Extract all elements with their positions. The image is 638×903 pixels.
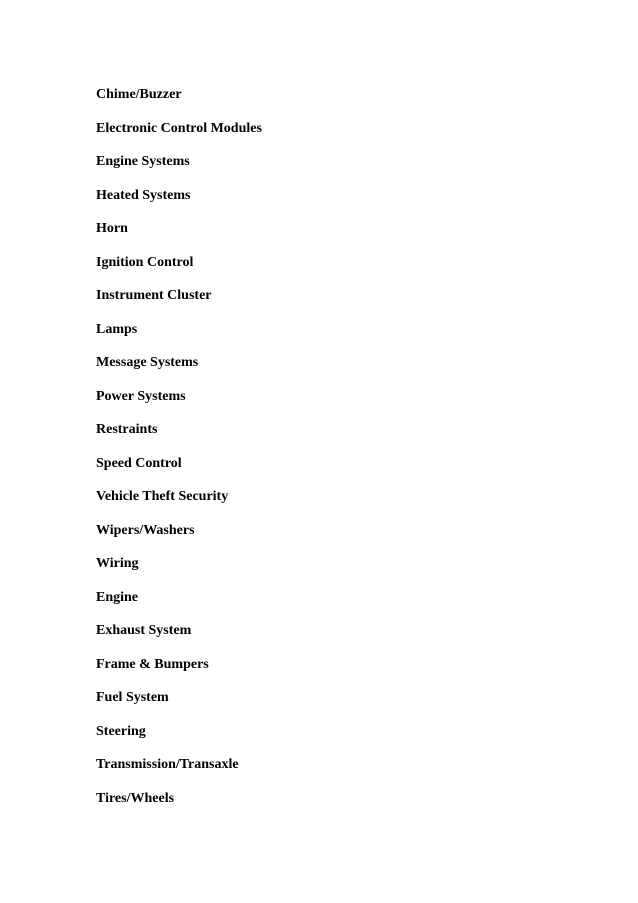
list-item: Tires/Wheels [96, 790, 175, 806]
list-item: Instrument Cluster [96, 288, 212, 303]
list-item: Engine [96, 589, 139, 605]
list-item: Speed Control [96, 455, 182, 471]
list-item: Message Systems [96, 355, 199, 370]
list-item: Chime/Buzzer [96, 87, 182, 102]
list-item: Steering [96, 723, 146, 739]
list-item: Wiring [96, 556, 139, 571]
list-item: Heated Systems [96, 187, 191, 203]
list-item: Restraints [96, 422, 158, 437]
list-item: Wipers/Washers [96, 522, 195, 538]
list-item: Fuel System [96, 690, 169, 705]
list-item: Exhaust System [96, 623, 192, 638]
list-item: Power Systems [96, 388, 186, 404]
list-item: Horn [96, 221, 128, 236]
section-list [96, 86, 262, 823]
list-item: Lamps [96, 321, 138, 337]
list-item: Transmission/Transaxle [96, 757, 239, 772]
list-item: Vehicle Theft Security [96, 489, 229, 504]
list-item: Engine Systems [96, 154, 190, 169]
list-item: Ignition Control [96, 254, 194, 270]
list-item: Frame & Bumpers [96, 656, 209, 672]
list-item: Electronic Control Modules [96, 120, 262, 136]
